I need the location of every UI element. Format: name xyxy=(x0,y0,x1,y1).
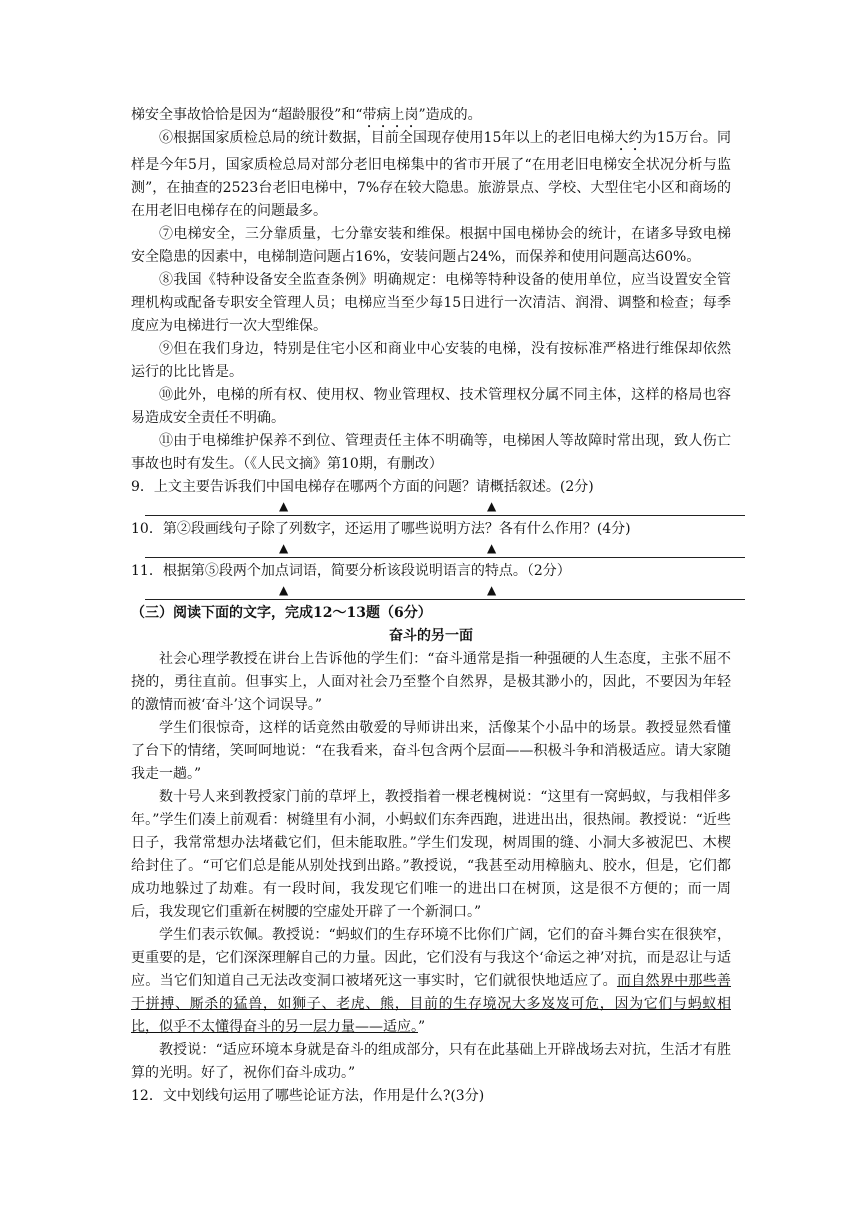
article-paragraph-5: 教授说：“适应环境本身就是奋斗的组成部分，只有在此基础上开辟战场去对抗，生活才有胜算的光明。好了，祝你们奋斗成功。” xyxy=(131,1042,731,1081)
paragraph-11: ⑪由于电梯维护保养不到位、管理责任主体不明确等，电梯困人等故障时常出现，致人伤亡事故也时有发生。（《人民文摘》第10期，有删改） xyxy=(131,433,731,472)
section-3-heading: （三）阅读下面的文字，完成12～13题（6分） xyxy=(131,605,432,621)
article-paragraph-2: 学生们很惊奇，这样的话竟然由敬爱的导师讲出来，活像某个小品中的场景。教授显然看懂了台下的情绪，笑呵呵地说：“在我看来，奋斗包含两个层面——积极斗争和消极适应。请大家随我走一趟。” xyxy=(131,720,731,782)
emphasized-word: 带病上岗 xyxy=(362,107,419,123)
paragraph-7: ⑦电梯安全，三分靠质量，七分靠安装和维保。根据中国电梯协会的统计，在诸多导致电梯安全隐患的因素中，电梯制造问题占16%，安装问题占24%，而保养和使用问题高达60%。 xyxy=(131,226,731,265)
paragraph-9: ⑨但在我们身边，特别是住宅小区和商业中心安装的电梯，没有按标准严格进行维保却依然运行的比比皆是。 xyxy=(131,341,731,380)
answer-line-10[interactable] xyxy=(131,541,731,560)
passage-line-continued xyxy=(131,104,731,127)
answer-marker: ▲ xyxy=(487,499,497,513)
answer-rule xyxy=(145,557,745,558)
answer-marker: ▲ xyxy=(487,583,497,597)
question-10: 10．第②段画线句子除了列数字，还运用了哪些说明方法？各有什么作用？(4分) xyxy=(131,521,631,537)
answer-rule xyxy=(145,599,745,600)
text-fragment: 梯安全事故恰恰是因为“超龄服役”和“ xyxy=(131,107,363,123)
text-fragment: 学生们表示钦佩。教授说：“蚂蚁们的生存环境不比你们广阔，它们的奋斗舞台实在很狭窄，更重要的是，它们深深理解自己的力量。因此，它们没有与我这个‘命运之神’对抗，而是忍让与适应。当它们知道自己无法改变洞口被堵死这一事实时，它们就很快地适应了。 xyxy=(131,927,731,989)
paragraph-10: ⑩此外，电梯的所有权、使用权、物业管理权、技术管理权分属不同主体，这样的格局也容易造成安全责任不明确。 xyxy=(131,387,731,426)
article-paragraph-4 xyxy=(131,924,731,1039)
answer-line-9[interactable] xyxy=(131,499,731,518)
answer-marker: ▲ xyxy=(279,583,289,597)
answer-marker: ▲ xyxy=(279,541,289,555)
paragraph-6: ⑥根据国家质检总局的统计数据，目前全国现存使用15年以上的老旧电梯大约为15万台。同样是今年5月，国家质检总局对部分老旧电梯集中的省市开展了“在用老旧电梯安全状况分析与监测”，在抽查的2523台老旧电梯中，7%存在较大隐患。旅游景点、学校、大型住宅小区和商场的在用老旧电梯存在的问题最多。 xyxy=(131,130,731,219)
question-9: 9．上文主要告诉我们中国电梯存在哪两个方面的问题？请概括叙述。(2分) xyxy=(131,479,594,495)
article-paragraph-3: 数十号人来到教授家门前的草坪上，教授指着一棵老槐树说：“这里有一窝蚂蚁，与我相伴多年。”学生们凑上前观看：树缝里有小洞，小蚂蚁们东奔西跑，进进出出，很热闹。教授说：“近些日子，我常常想办法堵截它们，但未能取胜。”学生们发现，树周围的缝、小洞大多被泥巴、木楔给封住了。“可它们总是能从别处找到出路。”教授说，“我甚至动用樟脑丸、胶水，但是，它们都成功地躲过了劫难。有一段时间，我发现它们唯一的进出口在树顶，这是很不方便的；而一周后，我发现它们重新在树腰的空虚处开辟了一个新洞口。” xyxy=(131,789,731,920)
answer-marker: ▲ xyxy=(487,541,497,555)
text-fragment: ” xyxy=(418,1019,426,1035)
paragraph-8: ⑧我国《特种设备安全监查条例》明确规定：电梯等特种设备的使用单位，应当设置安全管理机构或配备专职安全管理人员；电梯应当至少每15日进行一次清洁、润滑、调整和检查；每季度应为电梯进行一次大型维保。 xyxy=(131,272,731,334)
answer-line-11[interactable] xyxy=(131,583,731,602)
exam-page xyxy=(131,104,731,1108)
article-paragraph-1: 社会心理学教授在讲台上告诉他的学生们：“奋斗通常是指一种强硬的人生态度，主张不屈不挠的，勇往直前。但事实上，人面对社会乃至整个自然界，是极其渺小的，因此，不要因为年轻的激情而被‘奋斗’这个词误导。” xyxy=(131,651,731,713)
text-fragment: ”造成的。 xyxy=(418,107,482,123)
emphasized-word: 大约 xyxy=(614,130,643,146)
question-12: 12．文中划线句运用了哪些论证方法，作用是什么?(3分) xyxy=(131,1088,485,1104)
article-title: 奋斗的另一面 xyxy=(389,628,473,644)
answer-marker: ▲ xyxy=(279,499,289,513)
answer-rule xyxy=(145,515,745,516)
question-11: 11．根据第⑤段两个加点词语，简要分析该段说明语言的特点。（2分） xyxy=(131,563,571,579)
underlined-sentence: 而自然界中那些善于拼搏、厮杀的猛兽，如狮子、老虎、熊，目前的生存境况大多岌岌可危，因为它们与蚂蚁相比，似乎不太懂得奋斗的另一层力量——适应。 xyxy=(131,973,732,1035)
